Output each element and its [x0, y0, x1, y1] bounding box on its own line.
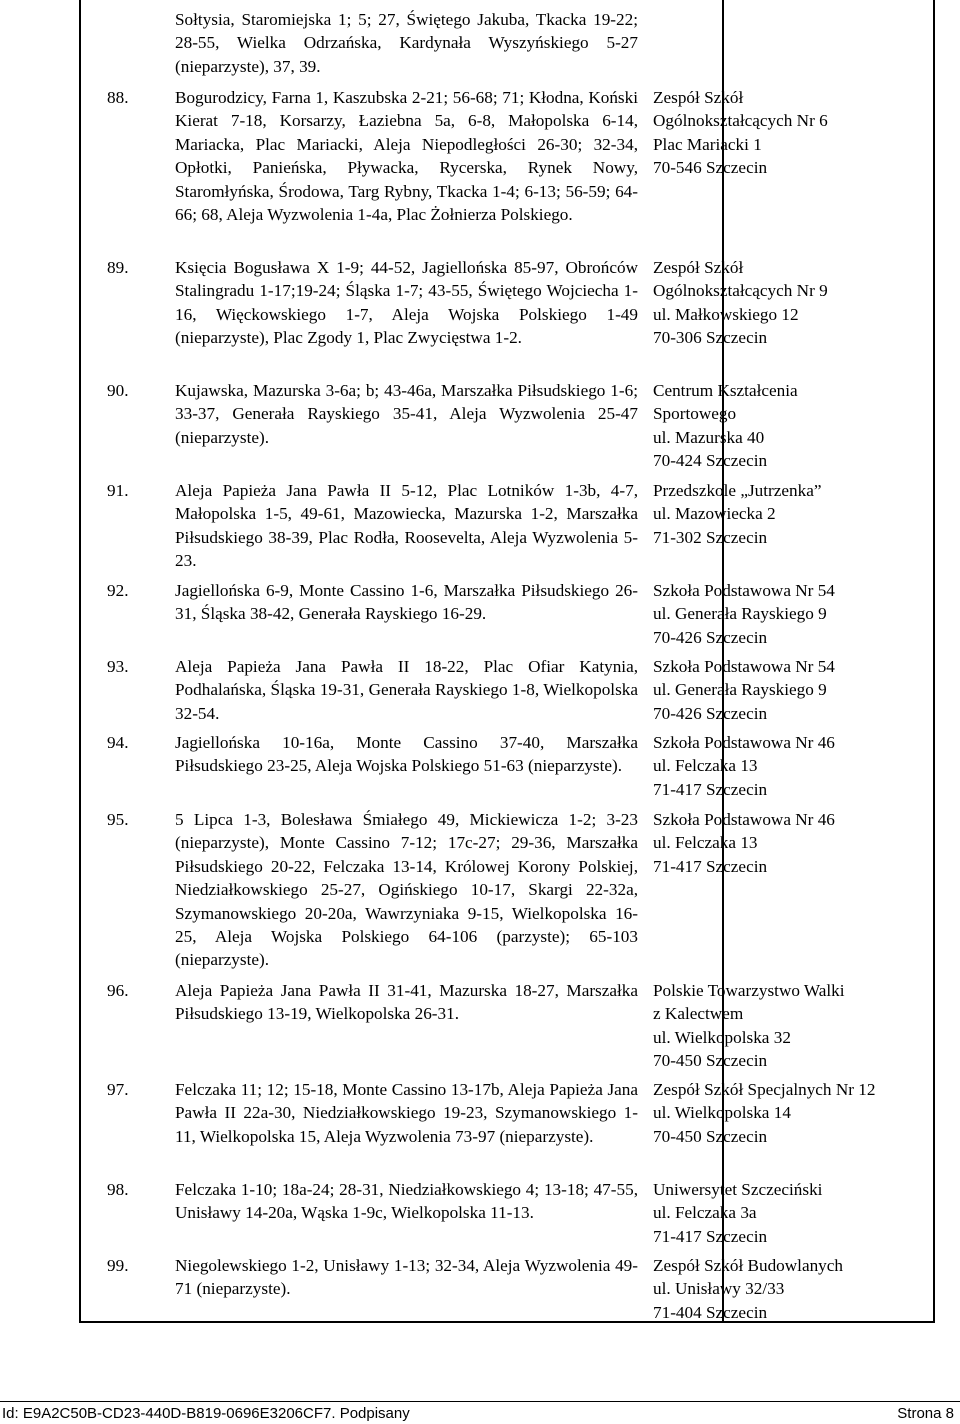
polling-station-line: 70-306 Szczecin — [653, 328, 768, 348]
page-footer — [0, 1401, 960, 1423]
district-streets: Jagiellońska 10-16a, Monte Cassino 37-40, Marszałka Piłsudskiego 23-25, Aleja Wojska Polskiego 51-63 (nieparzyste). — [175, 733, 638, 776]
district-streets: Felczaka 11; 12; 15-18, Monte Cassino 13-17b, Aleja Papieża Jana Pawła II 22a-30, Niedziałkowskiego 19-23, Szymanowskiego 1-11, Wielkopolska 15, Aleja Wyzwolenia 73-97 (nieparzyste). — [175, 1080, 638, 1146]
polling-station-line: ul. Małkowskiego 12 — [653, 304, 799, 324]
district-streets: Aleja Papieża Jana Pawła II 5-12, Plac Lotników 1-3b, 4-7, Małopolska 1-5, 49-61, Mazowiecka, Mazurska 1-2, Marszałka Piłsudskiego 38-39, Plac Rodła, Roosevelta, Aleja Wyzwolenia 5-23. — [175, 481, 638, 571]
polling-station — [653, 655, 929, 725]
polling-station-line: 70-426 Szczecin — [653, 627, 768, 647]
district-number: 90. — [107, 381, 129, 400]
polling-station — [653, 731, 929, 801]
district-number: 97. — [107, 1080, 129, 1099]
polling-station-line: Zespół Szkół — [653, 88, 744, 107]
polling-station-line: 70-546 Szczecin — [653, 158, 768, 178]
polling-station — [653, 479, 929, 549]
polling-station-line: 71-417 Szczecin — [653, 779, 768, 799]
polling-station-line: ul. Wielkopolska 32 — [653, 1027, 791, 1047]
district-number: 91. — [107, 481, 129, 500]
polling-station-line: 70-450 Szczecin — [653, 1051, 768, 1071]
polling-station-line: ul. Felczaka 3a — [653, 1203, 757, 1223]
district-number: 92. — [107, 581, 129, 600]
polling-station-line: 71-417 Szczecin — [653, 1226, 768, 1246]
polling-station — [653, 579, 929, 649]
district-streets: 5 Lipca 1-3, Bolesława Śmiałego 49, Mickiewicza 1-2; 3-23 (nieparzyste), Monte Cassino 7-12; 17c-27; 29-36, Marszałka Piłsudskiego 20-22, Felczaka 13-14, Królowej Korony Polskiej, Niedziałkowskiego 25-27, Ogińskiego 10-17, Skargi 22-32a, Szymanowskiego 20-20a, Wawrzyniaka 9-15, Wielkopolska 16-25, Aleja Wojska Polskiego 64-106 (parzyste); 65-103 (nieparzyste). — [175, 810, 638, 970]
polling-station-line: 71-404 Szczecin — [653, 1302, 768, 1322]
polling-station-line: Uniwersytet Szczeciński — [653, 1180, 823, 1199]
document-id: Id: E9A2C50B-CD23-440D-B819-0696E3206CF7. Podpisany — [2, 1405, 410, 1422]
polling-station-line: 71-417 Szczecin — [653, 856, 768, 876]
polling-station-line: 70-426 Szczecin — [653, 703, 768, 723]
district-number: 89. — [107, 258, 129, 277]
polling-station-line: Ogólnokształcących Nr 9 — [653, 281, 828, 301]
polling-station — [653, 379, 929, 473]
polling-station-line: Sportowego — [653, 404, 737, 424]
polling-station-line: Plac Mariacki 1 — [653, 134, 762, 154]
polling-station-line: Szkoła Podstawowa Nr 46 — [653, 733, 835, 752]
polling-station — [653, 808, 929, 878]
polling-station — [653, 1078, 929, 1148]
polling-station-line: ul. Felczaka 13 — [653, 833, 758, 853]
polling-station-line: z Kalectwem — [653, 1004, 744, 1024]
polling-station-line: 71-302 Szczecin — [653, 527, 768, 547]
district-streets: Kujawska, Mazurska 3-6a; b; 43-46a, Marszałka Piłsudskiego 1-6; 33-37, Generała Rayskiego 35-41, Aleja Wyzwolenia 25-47 (nieparzyste). — [175, 381, 638, 447]
polling-station-line: ul. Generała Rayskiego 9 — [653, 680, 827, 700]
polling-station — [653, 979, 929, 1073]
district-streets: Jagiellońska 6-9, Monte Cassino 1-6, Marszałka Piłsudskiego 26-31, Śląska 38-42, Generała Rayskiego 16-29. — [175, 581, 638, 624]
polling-station-line: 70-424 Szczecin — [653, 451, 768, 471]
page-number: Strona 8 — [897, 1405, 954, 1422]
district-streets: Aleja Papieża Jana Pawła II 31-41, Mazurska 18-27, Marszałka Piłsudskiego 13-19, Wielkopolska 26-31. — [175, 981, 638, 1024]
polling-station-line: Polskie Towarzystwo Walki — [653, 981, 845, 1000]
district-number: 98. — [107, 1180, 129, 1199]
district-number: 96. — [107, 981, 129, 1000]
district-streets: Niegolewskiego 1-2, Unisławy 1-13; 32-34, Aleja Wyzwolenia 49-71 (nieparzyste). — [175, 1256, 638, 1299]
polling-station — [653, 1178, 929, 1248]
polling-station-line: Zespół Szkół — [653, 258, 744, 277]
district-number: 88. — [107, 88, 129, 107]
polling-station-line: Szkoła Podstawowa Nr 46 — [653, 810, 835, 829]
polling-station-line: Zespół Szkół Budowlanych — [653, 1256, 843, 1275]
district-streets: Aleja Papieża Jana Pawła II 18-22, Plac Ofiar Katynia, Podhalańska, Śląska 19-31, Generała Rayskiego 1-8, Wielkopolska 32-54. — [175, 657, 638, 723]
polling-station-line: Przedszkole „Jutrzenka” — [653, 481, 822, 500]
polling-station — [653, 86, 929, 180]
district-streets: Bogurodzicy, Farna 1, Kaszubska 2-21; 56-68; 71; Kłodna, Koński Kierat 7-18, Korsarzy, Łaziebna 5a, 6-8, Małopolska 6-14, Mariacka, Plac Mariacki, Aleja Niepodległości 26-30; 32-34, Opłotki, Panieńska, Pływacka, Rycerska, Rynek Nowy, Staromłyńska, Środowa, Targ Rybny, Tkacka 1-4; 6-13; 56-59; 64-66; 68, Aleja Wyzwolenia 1-4a, Plac Żołnierza Polskiego. — [175, 88, 638, 225]
polling-station-line: ul. Wielkopolska 14 — [653, 1103, 791, 1123]
district-number: 95. — [107, 810, 129, 829]
polling-station — [653, 1254, 929, 1324]
polling-station-line: Szkoła Podstawowa Nr 54 — [653, 657, 835, 676]
polling-station-line: ul. Generała Rayskiego 9 — [653, 604, 827, 624]
polling-station-line: Centrum Kształcenia — [653, 381, 798, 400]
district-streets: Felczaka 1-10; 18a-24; 28-31, Niedziałkowskiego 4; 13-18; 47-55, Unisławy 14-20a, Wąska 1-9c, Wielkopolska 11-13. — [175, 1180, 638, 1223]
polling-station-line: ul. Mazowiecka 2 — [653, 504, 776, 524]
polling-station-line: ul. Mazurska 40 — [653, 427, 765, 447]
district-streets: Sołtysia, Staromiejska 1; 5; 27, Świętego Jakuba, Tkacka 19-22; 28-55, Wielka Odrzańska, Kardynała Wyszyńskiego 5-27 (nieparzyste), 37, 39. — [175, 10, 638, 76]
polling-station — [653, 256, 929, 350]
polling-station-line: 70-450 Szczecin — [653, 1126, 768, 1146]
district-number: 94. — [107, 733, 129, 752]
polling-station-line: Ogólnokształcących Nr 6 — [653, 111, 828, 131]
polling-station-line: Zespół Szkół Specjalnych Nr 12 — [653, 1080, 876, 1099]
district-number: 93. — [107, 657, 129, 676]
district-streets: Księcia Bogusława X 1-9; 44-52, Jagiellońska 85-97, Obrońców Stalingradu 1-17;19-24; Śląska 1-7; 43-55, Świętego Wojciecha 1-16, Więckowskiego 1-7, Aleja Wojska Polskiego 1-49 (nieparzyste), Plac Zgody 1, Plac Zwycięstwa 1-2. — [175, 258, 638, 348]
polling-station-line: ul. Unisławy 32/33 — [653, 1279, 785, 1299]
polling-station-line: ul. Felczaka 13 — [653, 756, 758, 776]
polling-station-line: Szkoła Podstawowa Nr 54 — [653, 581, 835, 600]
district-number: 99. — [107, 1256, 129, 1275]
